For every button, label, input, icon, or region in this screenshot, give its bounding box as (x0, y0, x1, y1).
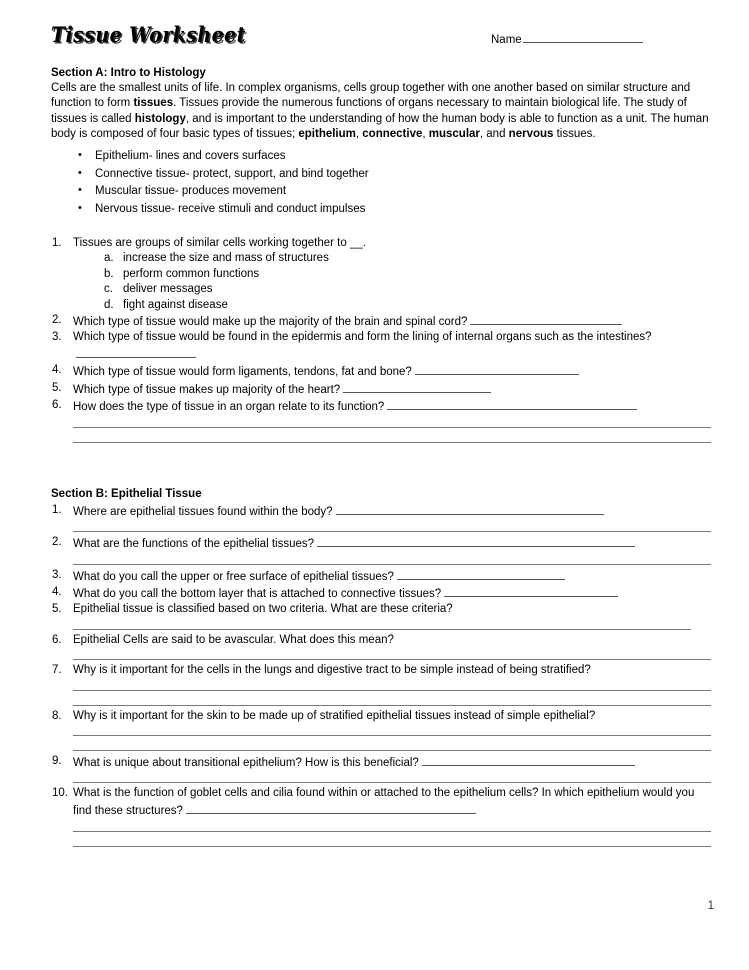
question-text: Why is it important for the skin to be made up of stratified epithelial tissues instead of simple epithelial? (73, 709, 596, 722)
answer-blank[interactable] (470, 313, 622, 325)
worksheet-content (51, 24, 711, 847)
question-number: 2. (52, 314, 62, 327)
choice-a[interactable] (51, 251, 711, 266)
page-title: Tissue Worksheet (51, 22, 246, 48)
answer-blank[interactable] (76, 346, 196, 358)
question-number: 8. (52, 709, 62, 722)
answer-blank[interactable] (397, 568, 565, 580)
question-row (51, 754, 711, 771)
question-number: 1. (52, 237, 62, 250)
page-number: 1 (707, 900, 714, 912)
question-row (51, 786, 711, 819)
intro-bold-connective: connective (362, 127, 423, 140)
question-row (51, 330, 711, 363)
answer-blank[interactable] (186, 802, 476, 814)
choice-label: c. (104, 283, 113, 296)
choice-d[interactable] (51, 298, 711, 313)
section-b-heading: Section B: Epithelial Tissue (51, 488, 202, 501)
question-row (51, 381, 711, 398)
intro-bold-nervous: nervous (508, 127, 554, 140)
question-number: 7. (52, 664, 62, 677)
answer-blank[interactable] (336, 503, 604, 515)
question-label: Which type of tissue makes up majority of the heart? (73, 383, 341, 396)
question-label: Which type of tissue would make up the majority of the brain and spinal cord? (73, 316, 468, 329)
tissue-types-list (51, 148, 711, 218)
answer-blank[interactable] (317, 535, 635, 547)
intro-text-part6: , and (479, 127, 509, 140)
question-row (51, 568, 711, 585)
intro-text-part2: . Tissues provide the numerous functions of organs necessary to maintain biological life. The study of tissues is called (51, 97, 687, 125)
list-item: • Connective tissue- protect, support, and bind together (95, 166, 711, 184)
answer-continuation-line[interactable] (73, 846, 711, 847)
list-item: • Nervous tissue- receive stimuli and conduct impulses (95, 201, 711, 219)
question-label: Which type of tissue would form ligaments, tendons, fat and bone? (73, 366, 412, 379)
question-number: 6. (52, 399, 62, 412)
question-row (51, 398, 711, 415)
question-row (51, 709, 711, 724)
intro-text-part4: , (355, 127, 363, 140)
question-text: Epithelial tissue is classified based on two criteria. What are these criteria? (73, 603, 453, 616)
question-text (73, 381, 711, 398)
choice-label: a. (104, 252, 114, 265)
question-text (73, 585, 711, 602)
question-label: What do you call the bottom layer that is attached to connective tissues? (73, 587, 442, 600)
question-text (73, 568, 711, 585)
question-row (51, 236, 711, 251)
question-row (51, 602, 711, 617)
intro-text-part1: Cells are the smallest units of life. In complex organisms, cells group together with one another based on similar structure and function to form (51, 82, 691, 110)
intro-bold-muscular: muscular (428, 127, 480, 140)
question-row (51, 363, 711, 380)
question-label: What do you call the upper or free surface of epithelial tissues? (73, 570, 394, 583)
choice-text: fight against disease (123, 298, 228, 311)
choice-c[interactable] (51, 282, 711, 297)
question-row (51, 503, 711, 520)
list-item: • Epithelium- lines and covers surfaces (95, 148, 711, 166)
question-number: 9. (52, 754, 62, 767)
question-text: Tissues are groups of similar cells working together to __. (73, 237, 366, 250)
choice-label: b. (104, 267, 114, 280)
question-text (73, 313, 711, 330)
question-text (73, 503, 711, 520)
question-text: Why is it important for the cells in the lungs and digestive tract to be simple instead of being stratified? (73, 664, 591, 677)
question-text (73, 363, 711, 380)
intro-bold-epithelium: epithelium (298, 127, 356, 140)
question-1-choices (51, 251, 711, 313)
question-number: 5. (52, 603, 62, 616)
section-a-heading: Section A: Intro to Histology (51, 67, 206, 79)
question-row (51, 585, 711, 602)
question-number: 3. (52, 568, 62, 581)
question-label: Which type of tissue would be found in the epidermis and form the lining of internal organs such as the intestines? (73, 331, 652, 344)
intro-bold-tissues: tissues (133, 97, 174, 110)
question-number: 1. (52, 503, 62, 516)
choice-text: increase the size and mass of structures (123, 252, 329, 265)
name-label: Name (491, 34, 522, 46)
answer-blank[interactable] (415, 363, 579, 375)
choice-label: d. (104, 298, 114, 311)
question-text (73, 330, 711, 363)
question-number: 6. (52, 633, 62, 646)
intro-text-part3: , and is important to the understanding of how the human body is able to function as a unit. The human body is composed of four basic types of tissues; (51, 112, 709, 140)
question-label: What are the functions of the epithelial tissues? (73, 538, 315, 551)
intro-text-part5: , (422, 127, 429, 140)
choice-b[interactable] (51, 267, 711, 282)
question-row (51, 633, 711, 648)
question-text (73, 535, 711, 552)
question-text (73, 786, 711, 819)
answer-blank[interactable] (343, 381, 491, 393)
question-number: 3. (52, 331, 62, 344)
answer-blank[interactable] (422, 754, 635, 766)
question-text (73, 754, 711, 771)
section-a-intro-paragraph (51, 81, 711, 142)
question-label: What is unique about transitional epithelium? How is this beneficial? (73, 756, 419, 769)
name-blank-line[interactable] (523, 31, 643, 43)
question-number: 10. (52, 787, 68, 800)
question-row (51, 535, 711, 552)
question-label: How does the type of tissue in an organ relate to its function? (73, 401, 385, 414)
section-b-questions (51, 503, 711, 847)
intro-text-part7: tissues. (553, 127, 596, 140)
question-row (51, 313, 711, 330)
intro-bold-histology: histology (134, 112, 186, 125)
question-number: 5. (52, 381, 62, 394)
name-field (491, 31, 643, 46)
question-text (73, 398, 711, 415)
section-a-questions (51, 236, 711, 443)
choice-text: perform common functions (123, 267, 260, 280)
question-number: 4. (52, 585, 62, 598)
question-number: 4. (52, 364, 62, 377)
question-label: What is the function of goblet cells and cilia found within or attached to the epithelium cells? In which epithelium would you find these structures? (73, 787, 695, 817)
document-header (51, 24, 711, 52)
list-item: • Muscular tissue- produces movement (95, 183, 711, 201)
answer-blank[interactable] (387, 398, 637, 410)
question-number: 2. (52, 536, 62, 549)
question-row (51, 663, 711, 678)
answer-blank[interactable] (444, 585, 618, 597)
question-label: Where are epithelial tissues found within the body? (73, 505, 333, 518)
choice-text: deliver messages (123, 283, 213, 296)
question-text: Epithelial Cells are said to be avascular. What does this mean? (73, 633, 394, 646)
